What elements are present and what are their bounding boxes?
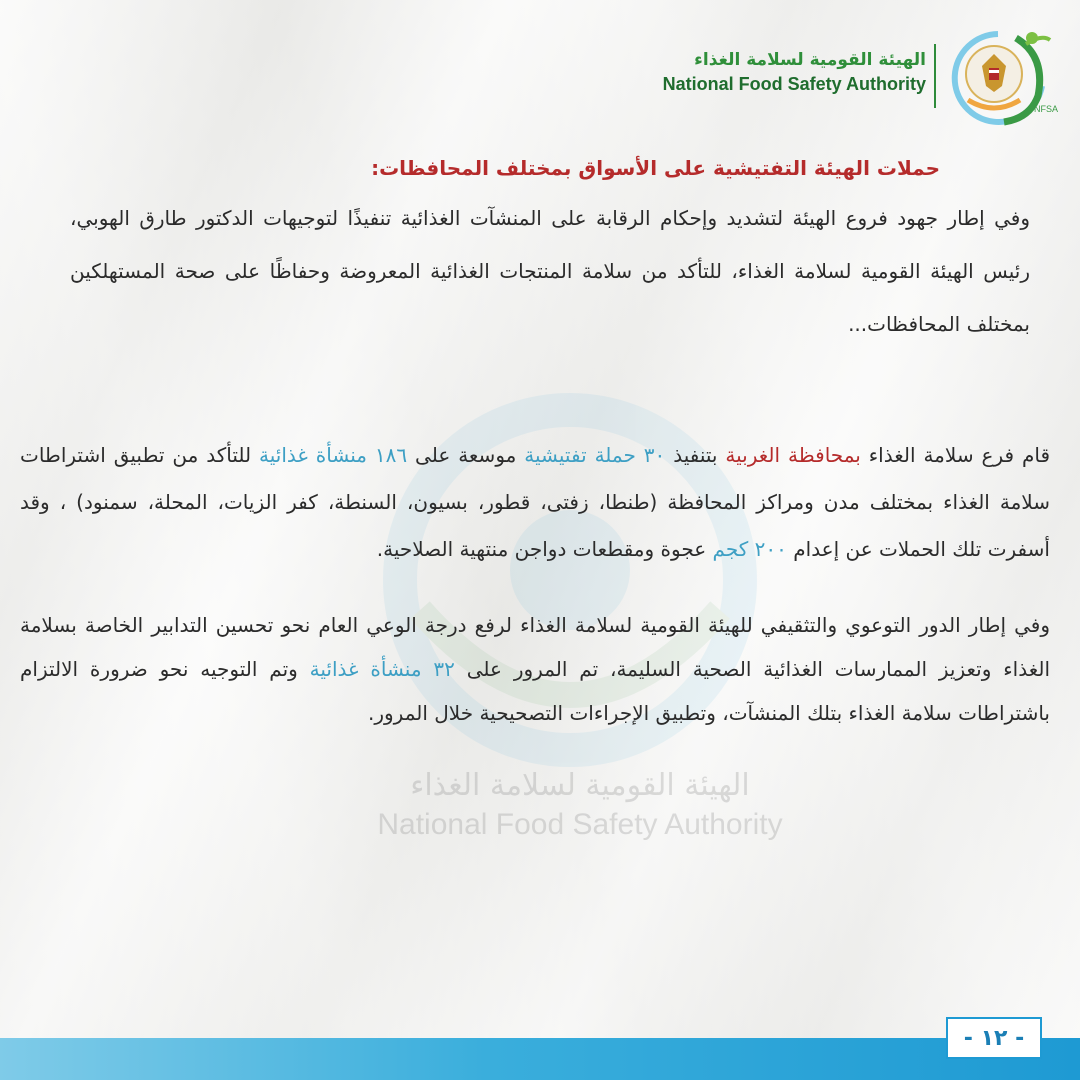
authority-name-ar: الهيئة القومية لسلامة الغذاء xyxy=(694,50,926,70)
text-run: عجوة ومقطعات دواجن منتهية الصلاحية. xyxy=(376,537,713,561)
governorate-highlight: بمحافظة الغربية xyxy=(725,443,861,467)
watermark-name-ar: الهيئة القومية لسلامة الغذاء xyxy=(410,768,750,803)
authority-name-en: National Food Safety Authority xyxy=(662,74,926,94)
page-number: - ١٢ - xyxy=(963,1025,1025,1051)
page-number-box xyxy=(946,1017,1042,1059)
bottom-bar xyxy=(0,1038,1080,1080)
text-run: قام فرع سلامة الغذاء xyxy=(860,443,1051,467)
visited-facilities-highlight: ٣٢ منشأة غذائية xyxy=(309,657,455,681)
campaigns-count-highlight: ٣٠ حملة تفتيشية xyxy=(524,443,666,467)
quantity-highlight: ٢٠٠ كجم xyxy=(712,537,787,561)
text-run: بتنفيذ xyxy=(665,443,726,467)
text-run: وتم التوجيه نحو ضرورة الالتزام باشتراطات سلامة الغذاء بتلك المنشآت، وتطبيق الإجراءات التصحيحية خلال المرور. xyxy=(20,657,1050,725)
nfsa-logo xyxy=(946,26,1059,126)
header-divider xyxy=(934,44,936,108)
intro-paragraph: وفي إطار جهود فروع الهيئة لتشديد وإحكام الرقابة على المنشآت الغذائية تنفيذًا لتوجيهات الدكتور طارق الهوبي، رئيس الهيئة القومية لسلامة الغذاء، للتأكد من سلامة المنتجات الغذائية المعروضة وحفاظًا على صحة المستهلكين بمختلف المحافظات... xyxy=(70,206,1030,336)
logo-text: NFSA xyxy=(1034,104,1059,114)
text-run: موسعة على xyxy=(407,443,525,467)
text-run: وفي إطار الدور التوعوي والتثقيفي للهيئة القومية لسلامة الغذاء لرفع درجة الوعي العام نحو تحسين التدابير الخاصة بسلامة الغذاء وتعزيز الممارسات الغذائية الصحية السليمة، تم المرور على xyxy=(20,613,1051,681)
awareness-paragraph xyxy=(20,603,1050,735)
text-run: للتأكد من تطبيق اشتراطات سلامة الغذاء بمختلف مدن ومراكز المحافظة (طنطا، زفتى، قطور، بسيون، السنطة، كفر الزيات، المحلة، سمنود) ، وقد أسفرت تلك الحملات عن إعدام xyxy=(20,443,1050,561)
section-title: حملات الهيئة التفتيشية على الأسواق بمختلف المحافظات: xyxy=(371,156,940,180)
watermark-name-en: National Food Safety Authority xyxy=(377,808,783,841)
facilities-count-highlight: ١٨٦ منشأة غذائية xyxy=(259,443,408,467)
gharbia-paragraph xyxy=(20,432,1050,573)
